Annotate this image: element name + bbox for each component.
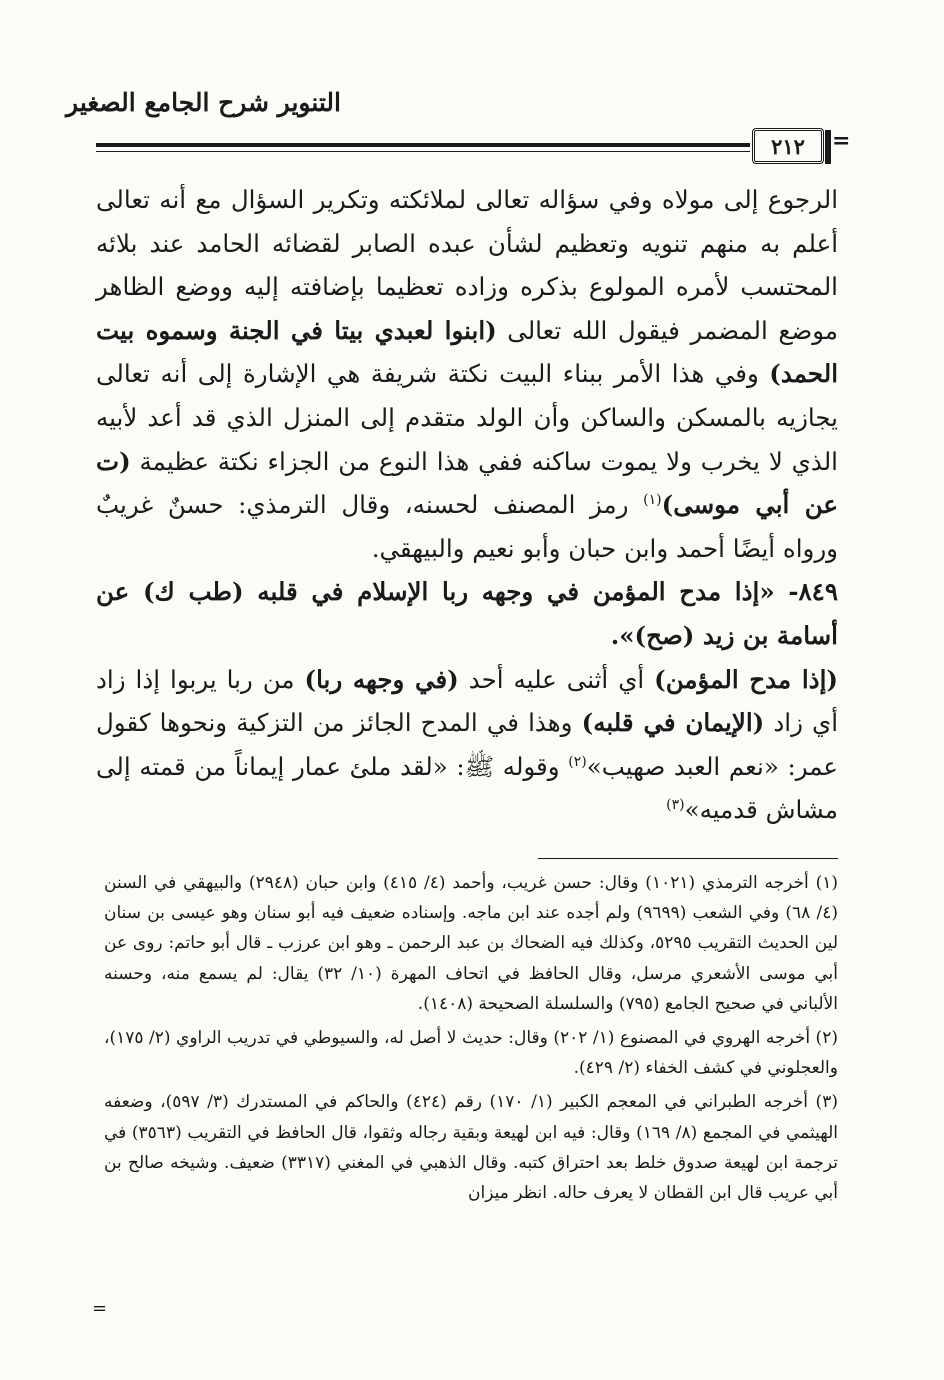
para2-text-1: أي أثنى عليه أحد [458,664,655,694]
para1-text-3: رمز المصنف لحسنه، وقال الترمذي: حسنٌ غريبٌ ورواه أيضًا أحمد وابن حبان وأبو نعيم والبيهقي. [96,490,838,563]
source-ref-bold: (ت عن أبي موسى) [96,446,839,520]
header-rule-thin [96,151,750,152]
footnote-separator [538,858,838,859]
para2-text-3: وهذا في المدح الجائز من التزكية ونحوها كقول عمر: «نعم العبد صهيب» [96,708,839,781]
hadith-heading: ٨٤٩- «إذا مدح المؤمن في وجهه ربا الإسلام في قلبه (طب ك) عن أسامة بن زيد (صح)». [96,577,838,650]
footnote-2: (٢) أخرجه الهروي في المصنوع (١/ ٢٠٢) وقال: حديث لا أصل له، والسيوطي في تدريب الراوي (٢/ ١٧٥)، والعجلوني في كشف الخفاء (٢/ ٤٢٩). [104,1028,838,1079]
lemma-2: (في وجهه ربا) [304,664,459,694]
footnotes [104,868,838,1212]
running-title: التنوير شرح الجامع الصغير [66,88,341,117]
page-number: ٢١٢ [752,128,824,164]
footer-continuation-mark: = [92,1298,108,1319]
header-continuation-mark: = [832,128,851,154]
paragraph-1 [96,178,838,570]
footnote-ref-3: (٣) [666,797,685,814]
footnote-1: (١) أخرجه الترمذي (١٠٢١) وقال: حسن غريب، وأحمد (٤/ ٤١٥) وابن حبان (٢٩٤٨) والبيهقي في السنن (٤/ ٦٨) وفي الشعب (٩٦٩٩) ولم أجده عند ابن ماجه. وإسناده ضعيف فيه أبو سنان وهو عيسى بن سنان لين الحديث التقريب ٥٢٩٥، وكذلك فيه الضحاك بن عبد الرحمن ـ وهو ابن عرزب ـ قال أبو حاتم: روى عن أبي موسى الأشعري مرسل، وقال الحافظ في اتحاف المهرة (١٠/ ٣٢) يقال: لم يسمع منه، وحسنه الألباني في صحيح الجامع (٧٩٥) والسلسلة الصحيحة (١٤٠٨). [104,873,839,1014]
lemma-3: (الإيمان في قلبه) [581,708,765,738]
para2-text-2: من ربا يربوا إذا زاد أي زاد [96,664,839,738]
lemma-1: (إذا مدح المؤمن) [654,664,838,694]
hadith-quote-bold: (ابنوا لعبدي بيتا في الجنة وسموه بيت الحمد) [96,315,838,389]
footnote-3: (٣) أخرجه الطبراني في المعجم الكبير (١/ ١٧٠) رقم (٤٢٤) والحاكم في المستدرك (٣/ ٥٩٧)، وضعفه الهيثمي في المجمع (٨/ ١٦٩) وقال: فيه ابن لهيعة وبقية رجاله وثقوا، قال الحافظ في التقريب (٣٥٦٣) في ترجمة ابن لهيعة صدوق خلط بعد احتراق كتبه. وقال الذهبي في المغني (٣٣١٧) ضعيف. وشيخه صالح بن أبي عريب قال ابن القطان لا يعرف حاله. انظر ميزان [104,1092,838,1204]
para1-text: الرجوع إلى مولاه وفي سؤاله تعالى لملائكته وتكرير السؤال مع أنه تعالى أعلم به منهم تنويه وتعظيم لشأن عبده الصابر لقضائه الحامد عند بلائه المحتسب لأمره المولوع بذكره وزاده تعظيما بإضافته إليه ووضع الظاهر موضع المضمر فيقول الله تعالى [96,185,839,345]
para1-text-2: وفي هذا الأمر ببناء البيت نكتة شريفة هي الإشارة إلى أنه تعالى يجازيه بالمسكن والساكن وأن الولد متقدم إلى المنزل الذي قد أعد لأبيه الذي لا يخرب ولا يموت ساكنه ففي هذا النوع من الجزاء نكتة عظيمة [96,359,838,476]
footnote-ref-1: (١) [643,492,662,508]
paragraph-2 [96,658,838,832]
main-text [96,178,838,832]
header-rule-thick [96,143,750,147]
para2-text-4: وقوله ﷺ: «لقد ملئ عمار إيماناً من قمته إلى مشاش قدميه» [96,751,838,825]
page-number-ornament [825,130,831,164]
footnote-ref-2: (٢) [568,753,587,770]
